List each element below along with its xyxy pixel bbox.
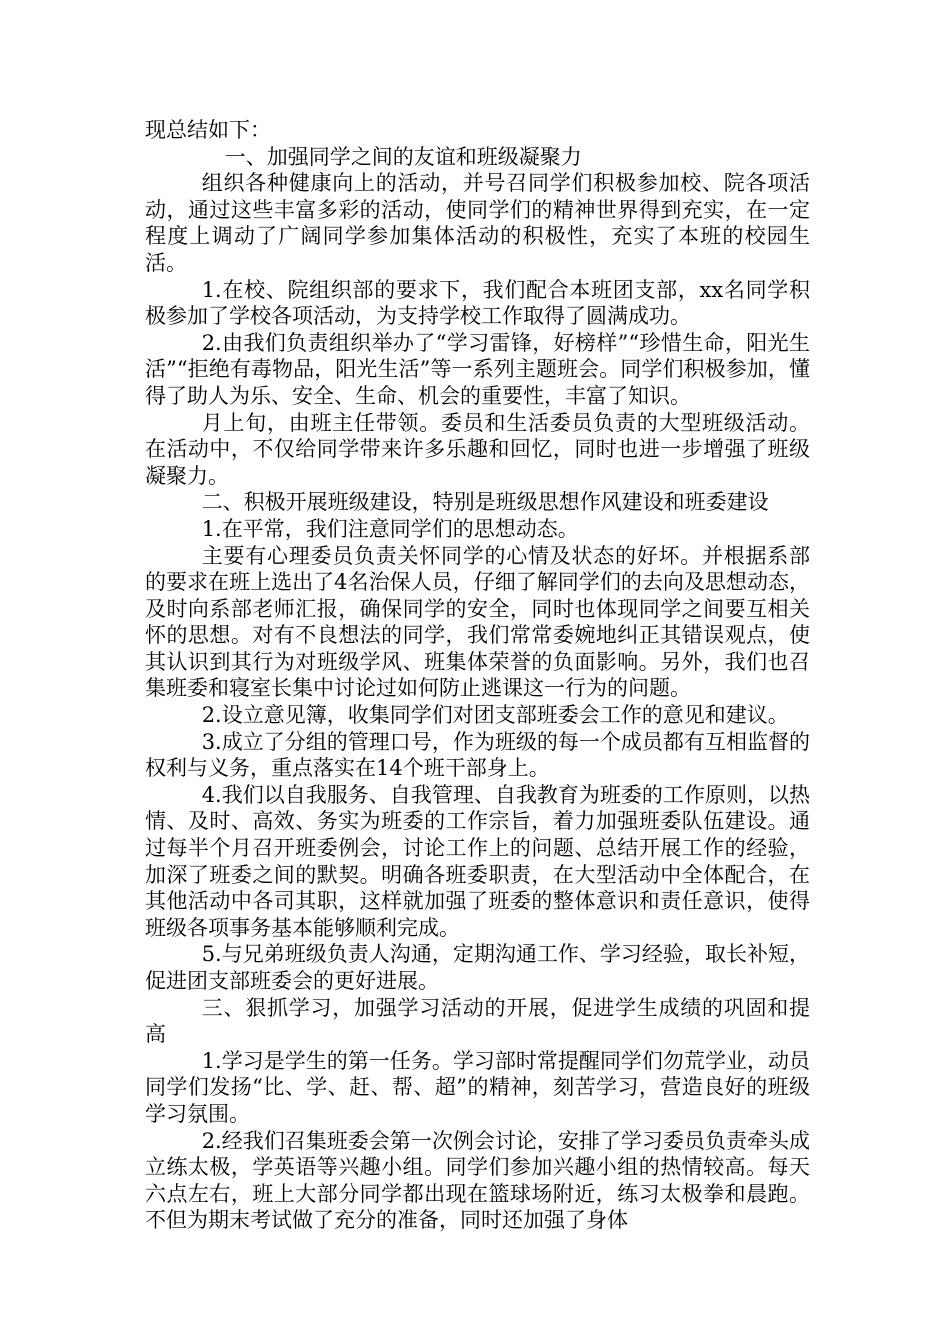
document-body (145, 117, 810, 1234)
paragraph: 月上旬，由班主任带领。委员和生活委员负责的大型班级活动。在活动中，不仅给同学带来许多乐趣和回忆，同时也进一步增强了班级凝聚力。 (145, 410, 810, 488)
paragraph: 5.与兄弟班级负责人沟通，定期沟通工作、学习经验，取长补短，促进团支部班委会的更好进展。 (145, 942, 810, 993)
paragraph: 1.学习是学生的第一任务。学习部时常提醒同学们勿荒学业，动员同学们发扬“比、学、赶、帮、超”的精神，刻苦学习，营造良好的班级学习氛围。 (145, 1048, 810, 1126)
paragraph: 1.在校、院组织部的要求下，我们配合本班团支部，xx名同学积极参加了学校各项活动，为支持学校工作取得了圆满成功。 (145, 277, 810, 329)
paragraph: 2.由我们负责组织举办了“学习雷锋，好榜样”“珍惜生命，阳光生活”“拒绝有毒物品，阳光生活”等一系列主题班会。同学们积极参加，懂得了助人为乐、安全、生命、机会的重要性，丰富了知识。 (145, 330, 810, 408)
paragraph: 2.经我们召集班委会第一次例会讨论，安排了学习委员负责牵头成立练太极，学英语等兴趣小组。同学们参加兴趣小组的热情较高。每天六点左右，班上大部分同学都出现在篮球场附近，练习太极拳和晨跑。不但为期末考试做了充分的准备，同时还加强了身体 (145, 1128, 810, 1233)
section-heading-1: 一、加强同学之间的友谊和班级凝聚力 (224, 144, 582, 169)
paragraph: 4.我们以自我服务、自我管理、自我教育为班委的工作原则，以热情、及时、高效、务实为班委的工作宗旨，着力加强班委队伍建设。通过每半个月召开班委例会，讨论工作上的问题、总结开展工作的经验，加深了班委之间的默契。明确各班委职责，在大型活动中全体配合，在其他活动中各司其职，这样就加强了班委的整体意识和责任意识，使得班级各项事务基本能够顺利完成。 (145, 782, 810, 940)
paragraph: 2.设立意见簿，收集同学们对团支部班委会工作的意见和建议。 (201, 703, 789, 728)
paragraph: 组织各种健康向上的活动，并号召同学们积极参加校、院各项活动，通过这些丰富多彩的活动，使同学们的精神世界得到充实，在一定程度上调动了广阔同学参加集体活动的积极性，充实了本班的校园生活。 (145, 171, 810, 275)
paragraph-intro: 现总结如下： (145, 118, 271, 142)
paragraph: 主要有心理委员负责关怀同学的心情及状态的好坏。并根据系部的要求在班上选出了4名治保人员，仔细了解同学们的去向及思想动态，及时向系部老师汇报，确保同学的安全，同时也体现同学之间要互相关怀的思想。对有不良想法的同学，我们常常委婉地纠正其错误观点，使其认识到其行为对班级学风、班集体荣誉的负面影响。另外，我们也召集班委和寝室长集中讨论过如何防止逃课这一行为的问题。 (145, 543, 810, 701)
paragraph: 1.在平常，我们注意同学们的思想动态。 (201, 516, 579, 541)
section-heading-2: 二、积极开展班级建设，特别是班级思想作风建设和班委建设 (201, 490, 769, 515)
section-heading-3: 三、狠抓学习，加强学习活动的开展，促进学生成绩的巩固和提高 (145, 995, 810, 1047)
paragraph: 3.成立了分组的管理口号，作为班级的每一个成员都有互相监督的权利与义务，重点落实在14个班干部身上。 (145, 729, 810, 781)
